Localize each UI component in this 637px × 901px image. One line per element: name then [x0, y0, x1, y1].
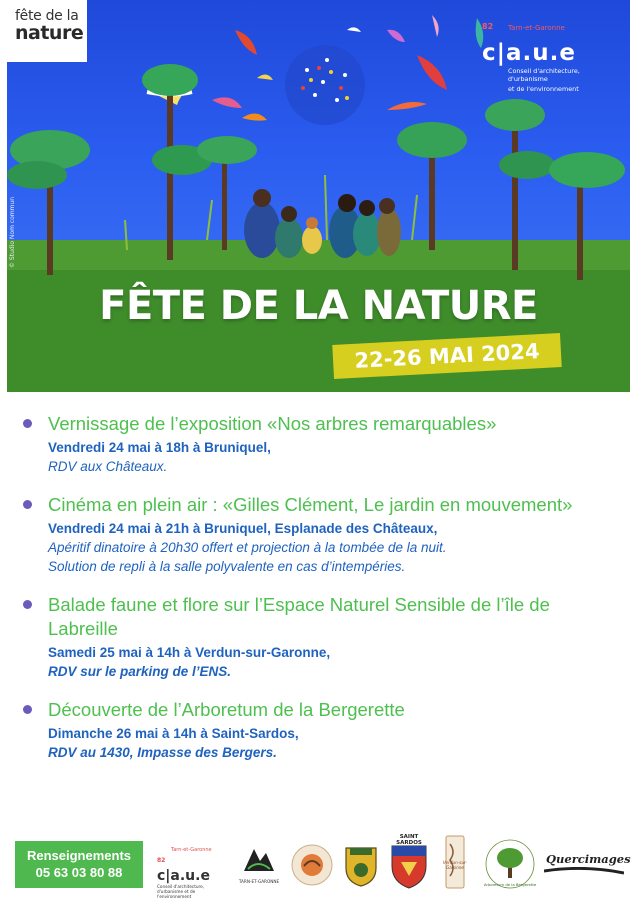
caue-footer-wordmark: c|a.u.e: [157, 868, 210, 884]
contact-box: [15, 841, 143, 888]
event-datetime: Vendredi 24 mai à 18h à Bruniquel,: [48, 440, 271, 455]
saint-sardos-shield-icon: [389, 844, 429, 890]
caue-subtitle-2: et de l'environnement: [508, 85, 579, 93]
caue-subtitle-1: Conseil d'architecture, d'urbanisme: [508, 67, 580, 83]
caue-department: Tarn-et-Garonne: [508, 24, 565, 32]
bullet-icon: [23, 705, 32, 714]
event-note: RDV aux Châteaux.: [48, 459, 168, 474]
fete-de-la-nature-logo: [7, 0, 87, 62]
bullet-icon: [23, 500, 32, 509]
event-note: RDV sur le parking de l’ENS.: [48, 664, 232, 679]
logo-line-1: fête de la: [15, 8, 79, 24]
caue-logo-top: [482, 14, 602, 93]
verdun-label: Verdun-sur-Garonne: [442, 860, 468, 870]
event-title: Découverte de l’Arboretum de la Bergerette: [48, 699, 405, 720]
caue-logo-footer: [157, 847, 227, 899]
hero-title: FÊTE DE LA NATURE: [99, 283, 538, 329]
events-list: [23, 412, 613, 779]
event-note: Solution de repli à la salle polyvalente en cas d’intempéries.: [48, 559, 406, 574]
event-title: Vernissage de l’exposition «Nos arbres remarquables»: [48, 413, 497, 434]
caue-footer-subtitle: Conseil d'architecture, d'urbanisme et de l'environnement: [157, 884, 205, 899]
event-item: [23, 493, 613, 576]
event-title: Cinéma en plein air : «Gilles Clément, Le jardin en mouvement»: [48, 494, 573, 515]
event-datetime: Vendredi 24 mai à 21h à Bruniquel, Esplanade des Châteaux,: [48, 521, 438, 536]
caue-wordmark: c|a.u.e: [482, 40, 577, 66]
tarn-et-garonne-emblem-icon: [238, 843, 280, 877]
event-title: Balade faune et flore sur l’Espace Naturel Sensible de l’île de Labreille: [48, 594, 550, 639]
shield-icon: [344, 844, 378, 888]
contact-label: Renseignements: [26, 848, 132, 863]
event-note: Apéritif dinatoire à 20h30 offert et projection à la tombée de la nuit.: [48, 540, 447, 555]
event-item: [23, 412, 613, 476]
saint-sardos-logo: [389, 834, 429, 890]
tarn-logo-label: TARN-ET-GARONNE: [238, 879, 280, 884]
round-emblem-icon: [290, 842, 334, 888]
bullet-icon: [23, 419, 32, 428]
quercimages-logo: Quercimages: [546, 852, 631, 866]
event-item: [23, 698, 613, 762]
event-note: RDV au 1430, Impasse des Bergers.: [48, 745, 277, 760]
contact-phone[interactable]: 05 63 03 80 88: [35, 865, 123, 880]
caue-footer-number: 82: [157, 857, 166, 864]
event-datetime: Samedi 25 mai à 14h à Verdun-sur-Garonne,: [48, 645, 331, 660]
hero-date-badge: 22-26 MAI 2024: [332, 333, 561, 379]
logo-line-2: nature: [15, 22, 84, 44]
image-credit: © Studio Nom commun: [9, 196, 16, 268]
arboretum-label: Arboretum de la Bergerette: [483, 882, 537, 887]
hero-banner: [7, 0, 630, 392]
event-datetime: Dimanche 26 mai à 14h à Saint-Sardos,: [48, 726, 299, 741]
caue-footer-department: Tarn-et-Garonne: [171, 847, 212, 853]
verdun-sur-garonne-logo: [438, 834, 472, 890]
arboretum-logo: [482, 838, 538, 890]
caue-number: 82: [482, 22, 494, 31]
saint-sardos-label: SAINT SARDOS: [396, 834, 422, 846]
commune-shield-logo: [344, 844, 378, 888]
event-item: [23, 593, 613, 681]
tarn-et-garonne-logo: [238, 843, 280, 889]
bullet-icon: [23, 600, 32, 609]
film-strip-icon: [544, 867, 624, 875]
commune-round-emblem: [290, 842, 334, 888]
